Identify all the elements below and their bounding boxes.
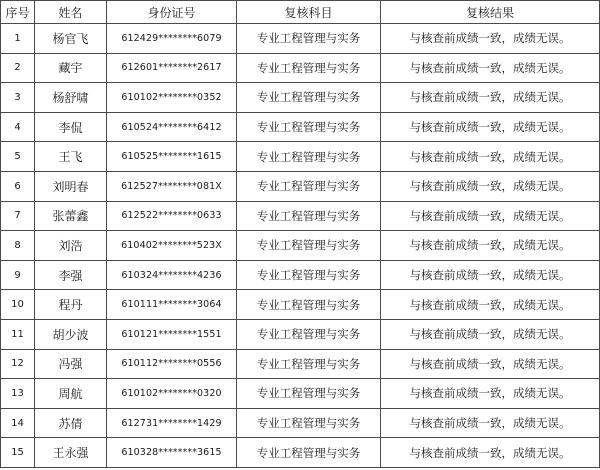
cell-result: 与核查前成绩一致，成绩无误。 (381, 112, 600, 142)
cell-name: 苏倩 (35, 408, 107, 438)
table-row (1, 379, 600, 409)
cell-name: 冯强 (35, 349, 107, 379)
cell-name: 周航 (35, 379, 107, 409)
cell-name: 程丹 (35, 290, 107, 320)
table-row (1, 201, 600, 231)
cell-name: 刘浩 (35, 231, 107, 261)
cell-no: 3 (1, 83, 35, 113)
cell-id: 610112********0556 (107, 349, 237, 379)
cell-id: 610402********523X (107, 231, 237, 261)
cell-subject: 专业工程管理与实务 (237, 112, 381, 142)
cell-name: 藏宇 (35, 53, 107, 83)
cell-no: 12 (1, 349, 35, 379)
cell-id: 610524********6412 (107, 112, 237, 142)
table-row (1, 142, 600, 172)
cell-subject: 专业工程管理与实务 (237, 53, 381, 83)
cell-subject: 专业工程管理与实务 (237, 290, 381, 320)
cell-name: 胡少波 (35, 319, 107, 349)
cell-id: 612522********0633 (107, 201, 237, 231)
cell-name: 王永强 (35, 438, 107, 468)
cell-result: 与核查前成绩一致，成绩无误。 (381, 231, 600, 261)
cell-subject: 专业工程管理与实务 (237, 379, 381, 409)
table-row (1, 171, 600, 201)
cell-result: 与核查前成绩一致，成绩无误。 (381, 171, 600, 201)
table-header (1, 1, 600, 24)
header-name: 姓名 (35, 1, 107, 24)
table-body (1, 24, 600, 468)
cell-no: 4 (1, 112, 35, 142)
cell-id: 610102********0320 (107, 379, 237, 409)
cell-result: 与核查前成绩一致，成绩无误。 (381, 408, 600, 438)
header-subject: 复核科目 (237, 1, 381, 24)
cell-id: 612731********1429 (107, 408, 237, 438)
cell-subject: 专业工程管理与实务 (237, 171, 381, 201)
cell-name: 杨舒啸 (35, 83, 107, 113)
table-row (1, 438, 600, 468)
cell-name: 刘明春 (35, 171, 107, 201)
cell-no: 13 (1, 379, 35, 409)
cell-no: 10 (1, 290, 35, 320)
cell-result: 与核查前成绩一致，成绩无误。 (381, 379, 600, 409)
cell-subject: 专业工程管理与实务 (237, 349, 381, 379)
header-row (1, 1, 600, 24)
cell-name: 李侃 (35, 112, 107, 142)
table-row (1, 231, 600, 261)
cell-id: 610525********1615 (107, 142, 237, 172)
table-row (1, 290, 600, 320)
cell-result: 与核查前成绩一致，成绩无误。 (381, 319, 600, 349)
cell-no: 1 (1, 24, 35, 54)
cell-result: 与核查前成绩一致，成绩无误。 (381, 142, 600, 172)
cell-no: 5 (1, 142, 35, 172)
cell-id: 612429********6079 (107, 24, 237, 54)
cell-subject: 专业工程管理与实务 (237, 142, 381, 172)
cell-result: 与核查前成绩一致，成绩无误。 (381, 290, 600, 320)
cell-no: 2 (1, 53, 35, 83)
cell-no: 9 (1, 260, 35, 290)
table-row (1, 53, 600, 83)
cell-id: 610111********3064 (107, 290, 237, 320)
cell-no: 14 (1, 408, 35, 438)
cell-name: 张蕾鑫 (35, 201, 107, 231)
table-row (1, 408, 600, 438)
table-row (1, 319, 600, 349)
table-row (1, 24, 600, 54)
cell-result: 与核查前成绩一致，成绩无误。 (381, 24, 600, 54)
cell-subject: 专业工程管理与实务 (237, 408, 381, 438)
cell-result: 与核查前成绩一致，成绩无误。 (381, 349, 600, 379)
cell-subject: 专业工程管理与实务 (237, 83, 381, 113)
cell-subject: 专业工程管理与实务 (237, 231, 381, 261)
cell-name: 杨官飞 (35, 24, 107, 54)
cell-no: 7 (1, 201, 35, 231)
header-id: 身份证号 (107, 1, 237, 24)
table-row (1, 349, 600, 379)
cell-id: 610324********4236 (107, 260, 237, 290)
cell-result: 与核查前成绩一致，成绩无误。 (381, 260, 600, 290)
cell-subject: 专业工程管理与实务 (237, 201, 381, 231)
cell-id: 610121********1551 (107, 319, 237, 349)
cell-id: 610328********3615 (107, 438, 237, 468)
cell-result: 与核查前成绩一致，成绩无误。 (381, 438, 600, 468)
cell-no: 6 (1, 171, 35, 201)
table-row (1, 83, 600, 113)
cell-result: 与核查前成绩一致，成绩无误。 (381, 83, 600, 113)
cell-subject: 专业工程管理与实务 (237, 260, 381, 290)
header-result: 复核结果 (381, 1, 600, 24)
cell-no: 11 (1, 319, 35, 349)
table-row (1, 260, 600, 290)
table-row (1, 112, 600, 142)
cell-no: 15 (1, 438, 35, 468)
cell-name: 王飞 (35, 142, 107, 172)
cell-id: 612527********081X (107, 171, 237, 201)
cell-subject: 专业工程管理与实务 (237, 319, 381, 349)
cell-result: 与核查前成绩一致，成绩无误。 (381, 201, 600, 231)
cell-id: 610102********0352 (107, 83, 237, 113)
cell-result: 与核查前成绩一致，成绩无误。 (381, 53, 600, 83)
cell-no: 8 (1, 231, 35, 261)
cell-name: 李强 (35, 260, 107, 290)
cell-subject: 专业工程管理与实务 (237, 24, 381, 54)
header-no: 序号 (1, 1, 35, 24)
cell-id: 612601********2617 (107, 53, 237, 83)
cell-subject: 专业工程管理与实务 (237, 438, 381, 468)
